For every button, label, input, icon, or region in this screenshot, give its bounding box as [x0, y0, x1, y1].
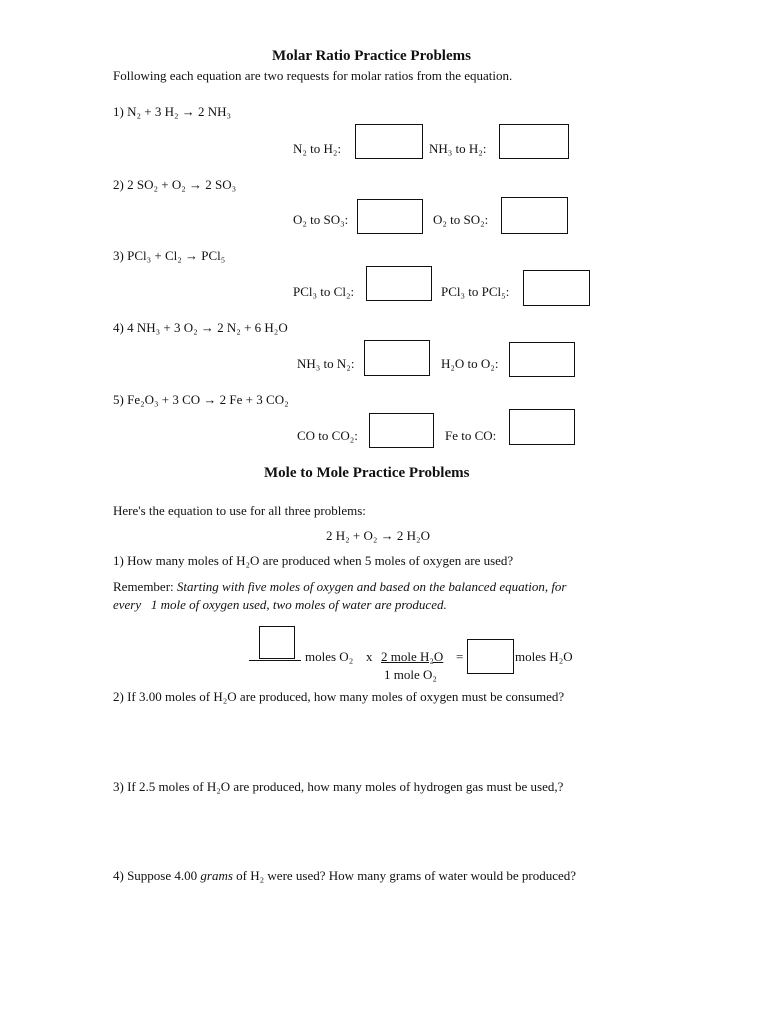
conversion-denominator: 1 mole O₂ [384, 667, 437, 682]
problem-2-answer-b-box[interactable] [501, 197, 568, 234]
problem-3-ratio-a-label: PCl₃ to Cl₂: [293, 284, 355, 299]
problem-5-formula: Fe₂O₃ + 3 CO → 2 Fe + 3 CO₂ [127, 392, 289, 407]
moles-h2o-answer-box[interactable] [467, 639, 514, 674]
section2-intro: Here's the equation to use for all three problems: [113, 503, 366, 518]
problem-2-ratio-a-label: O₂ to SO₃: [293, 212, 349, 227]
section1-intro: Following each equation are two requests for molar ratios from the equation. [113, 68, 513, 83]
moles-o2-answer-box[interactable] [259, 626, 295, 659]
section2-equation: 2 H₂ + O₂ → 2 H₂O [326, 528, 430, 543]
problem-1-number: 1) [113, 104, 124, 119]
problem-4-formula: 4 NH₃ + 3 O₂ → 2 N₂ + 6 H₂O [127, 320, 288, 335]
question-4 [113, 868, 576, 884]
problem-4-ratio-b-label: H₂O to O₂: [441, 356, 499, 371]
problem-1-equation [113, 104, 231, 120]
problem-4-number: 4) [113, 320, 124, 335]
problem-3-number: 3) [113, 248, 124, 263]
problem-2-formula: 2 SO₂ + O₂ → 2 SO₃ [127, 177, 237, 192]
moles-h2o-label: moles H₂O [515, 649, 573, 664]
problem-4-ratio-a-label: NH₃ to N₂: [297, 356, 355, 371]
remember-text-1: Starting with five moles of oxygen and based on the balanced equation, for [176, 579, 567, 594]
problem-5-answer-a-box[interactable] [369, 413, 434, 448]
problem-5-number: 5) [113, 392, 124, 407]
remember-label: Remember: [113, 579, 174, 594]
remember-line-1 [113, 579, 567, 595]
multiply-sign: x [366, 649, 373, 664]
conversion-numerator: 2 mole H₂O [381, 649, 444, 664]
problem-1-ratio-a-label: N₂ to H₂: [293, 141, 342, 156]
problem-4-answer-a-box[interactable] [364, 340, 430, 376]
problem-2-ratio-b-label: O₂ to SO₂: [433, 212, 489, 227]
question-4-post: of H₂ were used? How many grams of water would be produced? [236, 868, 577, 883]
problem-5-ratio-b-label: Fe to CO: [445, 428, 497, 443]
problem-1-answer-b-box[interactable] [499, 124, 569, 159]
equals-sign: = [456, 649, 464, 664]
problem-2-equation [113, 177, 236, 193]
problem-2-number: 2) [113, 177, 124, 192]
problem-3-answer-b-box[interactable] [523, 270, 590, 306]
question-3: 3) If 2.5 moles of H₂O are produced, how many moles of hydrogen gas must be used,? [113, 779, 564, 794]
problem-5-answer-b-box[interactable] [509, 409, 575, 445]
problem-3-equation [113, 248, 225, 264]
moles-o2-blank-line [249, 660, 301, 661]
problem-3-answer-a-box[interactable] [366, 266, 432, 301]
problem-3-formula: PCl₃ + Cl₂ → PCl₅ [127, 248, 226, 263]
problem-1-answer-a-box[interactable] [355, 124, 423, 159]
question-2: 2) If 3.00 moles of H₂O are produced, how many moles of oxygen must be consumed? [113, 689, 565, 704]
remember-line-2: every 1 mole of oxygen used, two moles of water are produced. [113, 597, 447, 612]
moles-o2-label: moles O₂ [305, 649, 354, 664]
problem-3-ratio-b-label: PCl₃ to PCl₅: [441, 284, 510, 299]
question-4-grams: grams [200, 868, 233, 883]
problem-5-ratio-a-label: CO to CO₂: [297, 428, 358, 443]
question-4-pre: 4) Suppose 4.00 [113, 868, 198, 883]
problem-1-ratio-b-label: NH₃ to H₂: [429, 141, 487, 156]
problem-1-formula: N₂ + 3 H₂ → 2 NH₃ [127, 104, 232, 119]
problem-2-answer-a-box[interactable] [357, 199, 423, 234]
section1-title: Molar Ratio Practice Problems [272, 48, 471, 64]
problem-4-equation [113, 320, 288, 336]
problem-5-equation [113, 392, 289, 408]
section2-title: Mole to Mole Practice Problems [264, 465, 470, 481]
question-1: 1) How many moles of H₂O are produced when 5 moles of oxygen are used? [113, 553, 514, 568]
problem-4-answer-b-box[interactable] [509, 342, 575, 377]
